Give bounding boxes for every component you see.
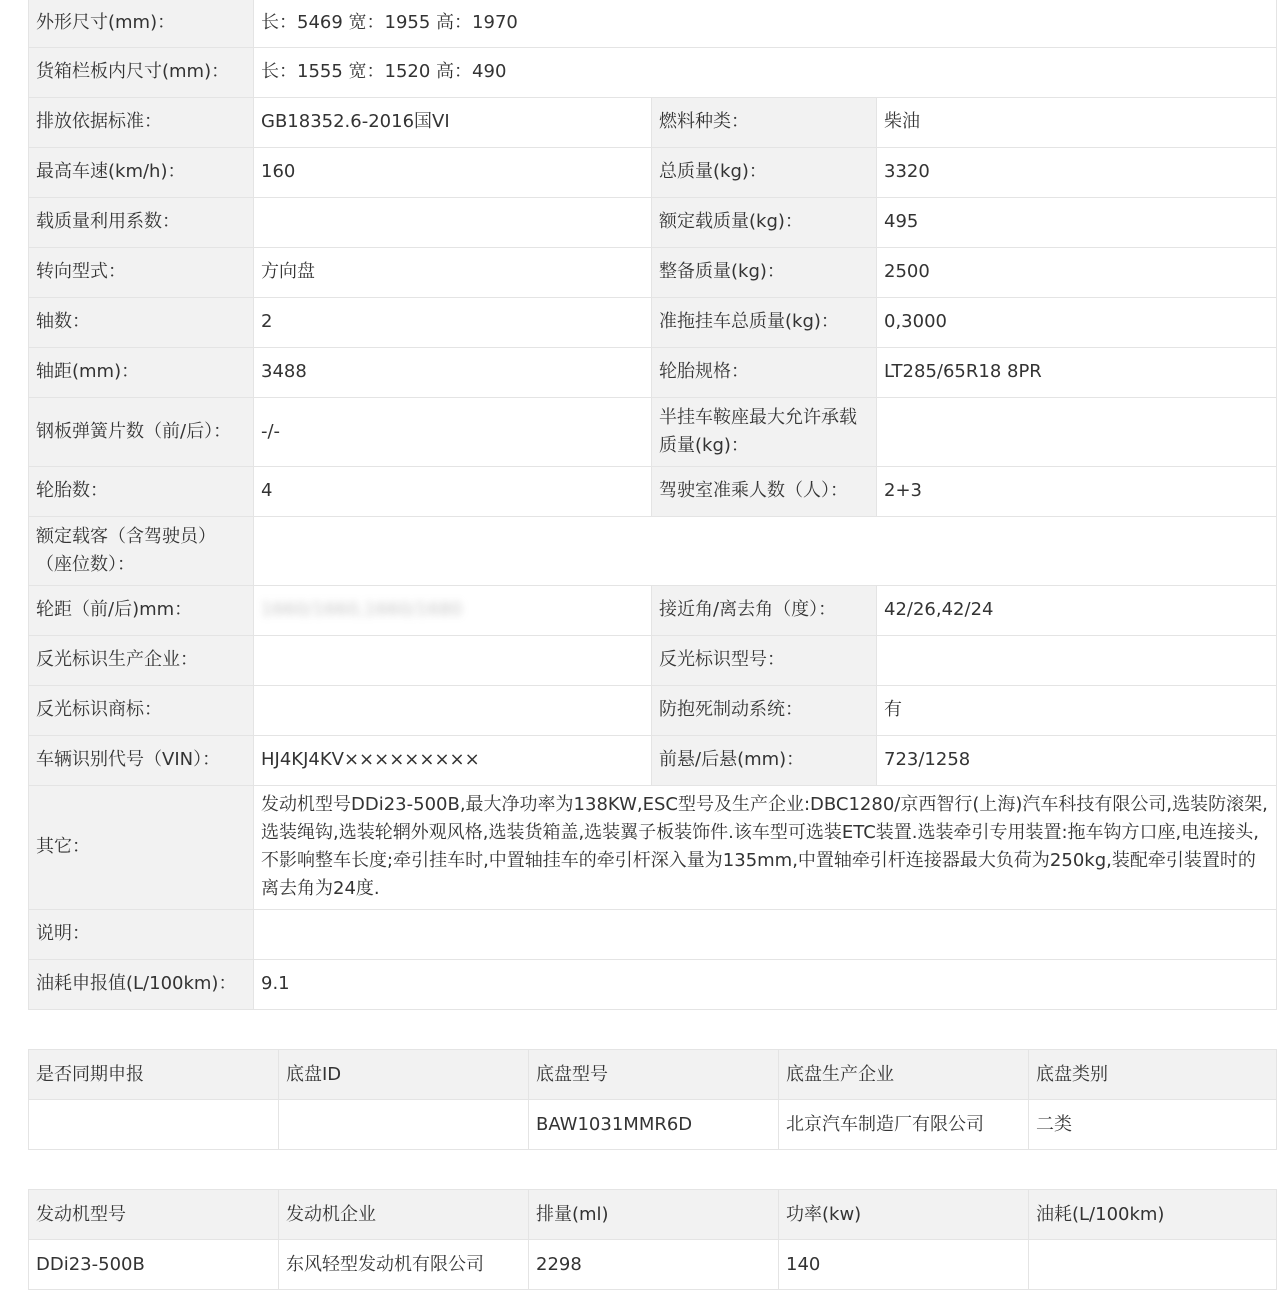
angles-label: 接近角/离去角（度）：	[652, 585, 877, 635]
load-coef-value	[254, 197, 652, 247]
engine-header-cell: 发动机型号	[29, 1190, 279, 1240]
engine-data-row	[29, 1240, 1277, 1290]
engine-table	[28, 1189, 1277, 1290]
emission-label: 排放依据标准：	[29, 97, 254, 147]
spec-row-other	[29, 785, 1277, 909]
chassis-data-cell: BAW1031MMR6D	[529, 1100, 779, 1150]
spec-row-tires	[29, 466, 1277, 516]
tire-count-label: 轮胎数：	[29, 466, 254, 516]
steering-label: 转向型式：	[29, 247, 254, 297]
overhang-value: 723/1258	[877, 735, 1277, 785]
angles-value: 42/26,42/24	[877, 585, 1277, 635]
abs-label: 防抱死制动系统：	[652, 685, 877, 735]
rated-passengers-label-line1: 额定载客（含驾驶员）	[36, 525, 216, 547]
engine-header-cell: 功率(kw)	[779, 1190, 1029, 1240]
vin-label: 车辆识别代号（VIN）：	[29, 735, 254, 785]
reflector-model-value	[877, 635, 1277, 685]
spec-row-dimensions	[29, 0, 1277, 47]
cargo-box-value: 长：1555 宽：1520 高：490	[254, 47, 1277, 97]
chassis-data-cell: 北京汽车制造厂有限公司	[779, 1100, 1029, 1150]
chassis-data-row	[29, 1100, 1277, 1150]
saddle-load-label	[652, 397, 877, 466]
track-label: 轮距（前/后)mm：	[29, 585, 254, 635]
overhang-label: 前悬/后悬(mm)：	[652, 735, 877, 785]
spec-row-vin	[29, 735, 1277, 785]
spec-row-fuel-consumption	[29, 959, 1277, 1009]
spec-row-note	[29, 909, 1277, 959]
other-line-3: 不影响整车长度;牵引挂车时,中置轴挂车的牵引杆深入量为135mm,中置轴牵引杆连接器最大负荷为250kg,装配牵引装置时的	[261, 850, 1256, 871]
other-label: 其它：	[29, 785, 254, 909]
axles-value: 2	[254, 297, 652, 347]
reflector-brand-value	[254, 685, 652, 735]
chassis-data-cell	[279, 1100, 529, 1150]
spec-row-brand	[29, 685, 1277, 735]
curb-mass-value: 2500	[877, 247, 1277, 297]
fuel-consumption-label: 油耗申报值(L/100km)：	[29, 959, 254, 1009]
fuel-consumption-value: 9.1	[254, 959, 1277, 1009]
spec-row-load	[29, 197, 1277, 247]
saddle-load-label-line2: 质量(kg)：	[659, 434, 749, 456]
spec-row-cargo-box	[29, 47, 1277, 97]
chassis-header-cell: 底盘型号	[529, 1050, 779, 1100]
reflector-model-label: 反光标识型号：	[652, 635, 877, 685]
cab-seats-label: 驾驶室准乘人数（人）：	[652, 466, 877, 516]
tire-spec-label: 轮胎规格：	[652, 347, 877, 397]
engine-data-cell: 东风轻型发动机有限公司	[279, 1240, 529, 1290]
abs-value: 有	[877, 685, 1277, 735]
rated-passengers-label-line2: （座位数）：	[36, 553, 135, 575]
spec-row-track	[29, 585, 1277, 635]
reflector-brand-label: 反光标识商标：	[29, 685, 254, 735]
track-value-blurred: 1660/1660,1660/1680	[261, 599, 463, 620]
load-coef-label: 载质量利用系数：	[29, 197, 254, 247]
chassis-header-cell: 底盘ID	[279, 1050, 529, 1100]
chassis-header-row	[29, 1050, 1277, 1100]
engine-header-cell: 发动机企业	[279, 1190, 529, 1240]
trailer-mass-value: 0,3000	[877, 297, 1277, 347]
spec-row-steering	[29, 247, 1277, 297]
wheelbase-value: 3488	[254, 347, 652, 397]
chassis-table	[28, 1049, 1277, 1150]
note-label: 说明：	[29, 909, 254, 959]
rated-passengers-value	[254, 516, 1277, 585]
spec-row-springs	[29, 397, 1277, 466]
note-value	[254, 909, 1277, 959]
reflector-maker-label: 反光标识生产企业：	[29, 635, 254, 685]
other-line-1: 发动机型号DDi23-500B,最大净功率为138KW,ESC型号及生产企业:DBC1280/京西智行(上海)汽车科技有限公司,选装防滚架,	[261, 794, 1268, 815]
steering-value: 方向盘	[254, 247, 652, 297]
engine-header-cell: 油耗(L/100km)	[1029, 1190, 1277, 1240]
rated-load-label: 额定载质量(kg)：	[652, 197, 877, 247]
trailer-mass-label: 准拖挂车总质量(kg)：	[652, 297, 877, 347]
fuel-label: 燃料种类：	[652, 97, 877, 147]
spec-row-wheelbase	[29, 347, 1277, 397]
vin-value: HJ4KJ4KV×××××××××	[254, 735, 652, 785]
chassis-header-cell: 是否同期申报	[29, 1050, 279, 1100]
max-speed-label: 最高车速(km/h)：	[29, 147, 254, 197]
spec-row-speed	[29, 147, 1277, 197]
other-line-4: 离去角为24度.	[261, 878, 380, 899]
leaf-springs-label: 钢板弹簧片数（前/后）：	[29, 397, 254, 466]
spec-row-reflector	[29, 635, 1277, 685]
emission-value: GB18352.6-2016国VI	[254, 97, 652, 147]
dimensions-value: 长：5469 宽：1955 高：1970	[254, 0, 1277, 47]
engine-header-row	[29, 1190, 1277, 1240]
saddle-load-label-line1: 半挂车鞍座最大允许承载	[659, 406, 857, 428]
spec-row-axles	[29, 297, 1277, 347]
leaf-springs-value: -/-	[254, 397, 652, 466]
tire-spec-value: LT285/65R18 8PR	[877, 347, 1277, 397]
saddle-load-value	[877, 397, 1277, 466]
engine-data-cell: DDi23-500B	[29, 1240, 279, 1290]
gross-mass-value: 3320	[877, 147, 1277, 197]
chassis-data-cell: 二类	[1029, 1100, 1277, 1150]
axles-label: 轴数：	[29, 297, 254, 347]
vehicle-spec-table	[28, 0, 1277, 1010]
max-speed-value: 160	[254, 147, 652, 197]
curb-mass-label: 整备质量(kg)：	[652, 247, 877, 297]
tire-count-value: 4	[254, 466, 652, 516]
wheelbase-label: 轴距(mm)：	[29, 347, 254, 397]
engine-data-cell: 140	[779, 1240, 1029, 1290]
chassis-header-cell: 底盘生产企业	[779, 1050, 1029, 1100]
engine-header-cell: 排量(ml)	[529, 1190, 779, 1240]
cab-seats-value: 2+3	[877, 466, 1277, 516]
gross-mass-label: 总质量(kg)：	[652, 147, 877, 197]
track-value	[254, 585, 652, 635]
chassis-data-cell	[29, 1100, 279, 1150]
cargo-box-label: 货箱栏板内尺寸(mm)：	[29, 47, 254, 97]
reflector-maker-value	[254, 635, 652, 685]
spec-row-emission	[29, 97, 1277, 147]
other-line-2: 选装绳钩,选装轮辋外观风格,选装货箱盖,选装翼子板装饰件.该车型可选装ETC装置.选装牵引专用装置:拖车钩方口座,电连接头,	[261, 822, 1259, 843]
other-value	[254, 785, 1277, 909]
fuel-value: 柴油	[877, 97, 1277, 147]
chassis-header-cell: 底盘类别	[1029, 1050, 1277, 1100]
rated-passengers-label	[29, 516, 254, 585]
rated-load-value: 495	[877, 197, 1277, 247]
engine-data-cell	[1029, 1240, 1277, 1290]
engine-data-cell: 2298	[529, 1240, 779, 1290]
spec-row-passengers	[29, 516, 1277, 585]
dimensions-label: 外形尺寸(mm)：	[29, 0, 254, 47]
